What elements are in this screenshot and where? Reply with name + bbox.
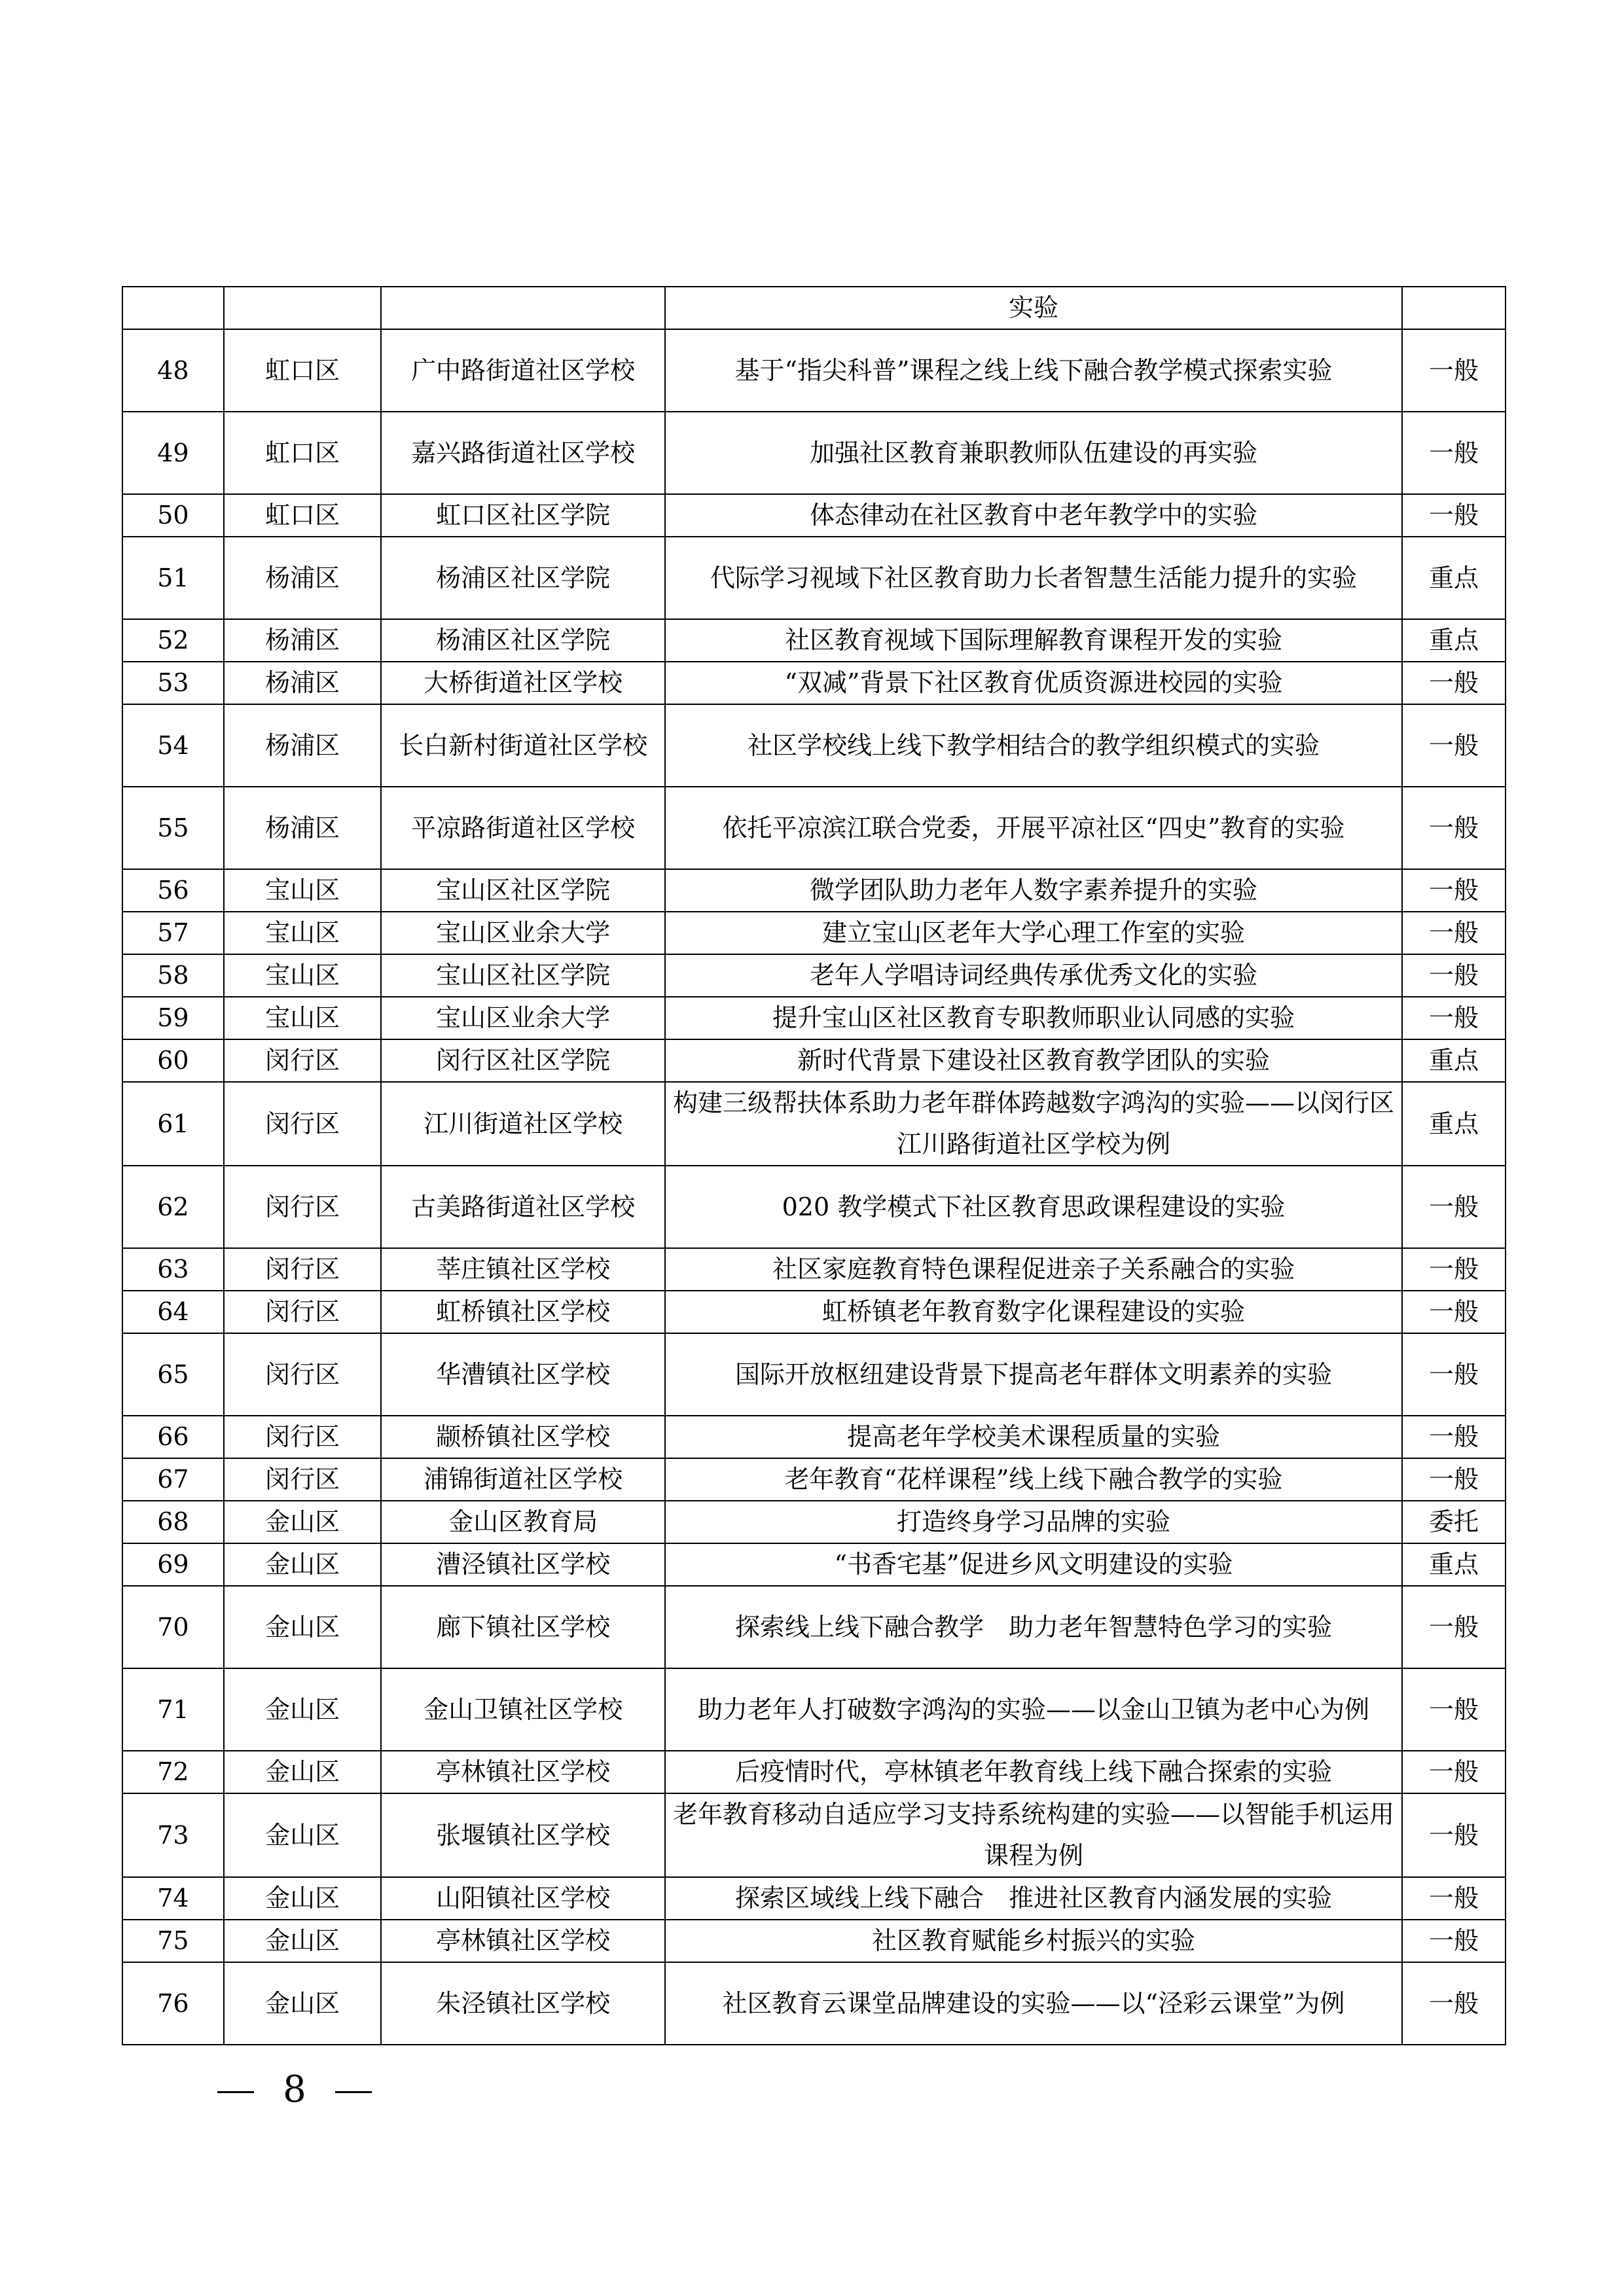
cell-title: 国际开放枢纽建设背景下提高老年群体文明素养的实验: [665, 1333, 1402, 1416]
cell-no: 55: [122, 787, 224, 869]
cell-district: 宝山区: [224, 869, 382, 912]
cell-district: 闵行区: [224, 1333, 382, 1416]
cell-title: 提高老年学校美术课程质量的实验: [665, 1416, 1402, 1458]
cell-no: 59: [122, 997, 224, 1039]
cell-no: 50: [122, 494, 224, 537]
cell-district: 金山区: [224, 1962, 382, 2045]
cell-district: 宝山区: [224, 912, 382, 954]
cell-title: 微学团队助力老年人数字素养提升的实验: [665, 869, 1402, 912]
cell-type: 一般: [1402, 1586, 1506, 1668]
cell-title: 老年教育“花样课程”线上线下融合教学的实验: [665, 1458, 1402, 1501]
cell-district: [224, 287, 382, 329]
cell-type: 一般: [1402, 704, 1506, 787]
cell-type: 委托: [1402, 1501, 1506, 1543]
project-table: [122, 286, 1506, 2045]
cell-title: 社区教育赋能乡村振兴的实验: [665, 1920, 1402, 1962]
cell-title: 探索线上线下融合教学 助力老年智慧特色学习的实验: [665, 1586, 1402, 1668]
right-dash: [335, 2091, 372, 2093]
table-row: [122, 1082, 1506, 1166]
table-row: [122, 1877, 1506, 1920]
cell-no: 63: [122, 1248, 224, 1291]
cell-unit: 江川街道社区学校: [381, 1082, 665, 1166]
cell-unit: 嘉兴路街道社区学校: [381, 412, 665, 494]
cell-unit: 宝山区社区学院: [381, 954, 665, 997]
cell-unit: 漕泾镇社区学校: [381, 1543, 665, 1586]
table-row: [122, 954, 1506, 997]
cell-title: 社区教育视域下国际理解教育课程开发的实验: [665, 619, 1402, 662]
table-row: [122, 1416, 1506, 1458]
cell-district: 闵行区: [224, 1166, 382, 1248]
table-row: [122, 1793, 1506, 1877]
cell-unit: 虹口区社区学院: [381, 494, 665, 537]
left-dash: [217, 2091, 254, 2093]
cell-unit: 大桥街道社区学校: [381, 662, 665, 704]
table-row: [122, 1543, 1506, 1586]
cell-title: 加强社区教育兼职教师队伍建设的再实验: [665, 412, 1402, 494]
cell-unit: 华漕镇社区学校: [381, 1333, 665, 1416]
table-row: [122, 537, 1506, 619]
cell-district: 闵行区: [224, 1416, 382, 1458]
cell-district: 闵行区: [224, 1082, 382, 1166]
cell-unit: 莘庄镇社区学校: [381, 1248, 665, 1291]
cell-district: 虹口区: [224, 329, 382, 412]
cell-type: 一般: [1402, 1793, 1506, 1877]
table-row: [122, 287, 1506, 329]
table-row: [122, 619, 1506, 662]
cell-unit: 宝山区社区学院: [381, 869, 665, 912]
cell-type: 重点: [1402, 537, 1506, 619]
cell-type: 一般: [1402, 1248, 1506, 1291]
cell-district: 金山区: [224, 1543, 382, 1586]
cell-unit: 闵行区社区学院: [381, 1039, 665, 1082]
cell-unit: 宝山区业余大学: [381, 912, 665, 954]
cell-no: 62: [122, 1166, 224, 1248]
cell-title: 依托平凉滨江联合党委，开展平凉社区“四史”教育的实验: [665, 787, 1402, 869]
cell-title: 社区家庭教育特色课程促进亲子关系融合的实验: [665, 1248, 1402, 1291]
cell-type: 重点: [1402, 1082, 1506, 1166]
cell-type: 一般: [1402, 787, 1506, 869]
table-row: [122, 662, 1506, 704]
cell-title: 后疫情时代，亭林镇老年教育线上线下融合探索的实验: [665, 1751, 1402, 1793]
cell-type: 一般: [1402, 1416, 1506, 1458]
cell-no: 52: [122, 619, 224, 662]
cell-title: 基于“指尖科普”课程之线上线下融合教学模式探索实验: [665, 329, 1402, 412]
cell-district: 杨浦区: [224, 619, 382, 662]
table-row: [122, 912, 1506, 954]
cell-type: 一般: [1402, 912, 1506, 954]
cell-no: 49: [122, 412, 224, 494]
cell-type: 一般: [1402, 954, 1506, 997]
cell-unit: 长白新村街道社区学校: [381, 704, 665, 787]
cell-district: 金山区: [224, 1793, 382, 1877]
page-number: [0, 2068, 589, 2111]
cell-no: 73: [122, 1793, 224, 1877]
cell-district: 金山区: [224, 1877, 382, 1920]
cell-title: “书香宅基”促进乡风文明建设的实验: [665, 1543, 1402, 1586]
cell-no: 74: [122, 1877, 224, 1920]
cell-type: 重点: [1402, 1543, 1506, 1586]
cell-district: 金山区: [224, 1920, 382, 1962]
cell-unit: 杨浦区社区学院: [381, 619, 665, 662]
table-row: [122, 1333, 1506, 1416]
cell-title: 老年教育移动自适应学习支持系统构建的实验——以智能手机运用课程为例: [665, 1793, 1402, 1877]
table-row: [122, 1920, 1506, 1962]
cell-title: 新时代背景下建设社区教育教学团队的实验: [665, 1039, 1402, 1082]
cell-type: 一般: [1402, 869, 1506, 912]
cell-district: 闵行区: [224, 1248, 382, 1291]
cell-unit: 宝山区业余大学: [381, 997, 665, 1039]
table-row: [122, 1668, 1506, 1751]
cell-unit: 张堰镇社区学校: [381, 1793, 665, 1877]
cell-type: 一般: [1402, 1920, 1506, 1962]
cell-type: 一般: [1402, 1751, 1506, 1793]
cell-district: 杨浦区: [224, 704, 382, 787]
cell-no: 53: [122, 662, 224, 704]
cell-district: 杨浦区: [224, 662, 382, 704]
cell-district: 金山区: [224, 1586, 382, 1668]
cell-unit: 廊下镇社区学校: [381, 1586, 665, 1668]
cell-district: 闵行区: [224, 1039, 382, 1082]
cell-no: 60: [122, 1039, 224, 1082]
cell-title: 020 教学模式下社区教育思政课程建设的实验: [665, 1166, 1402, 1248]
table-row: [122, 494, 1506, 537]
table-row: [122, 1458, 1506, 1501]
table-row: [122, 1039, 1506, 1082]
cell-title: 打造终身学习品牌的实验: [665, 1501, 1402, 1543]
cell-title: 构建三级帮扶体系助力老年群体跨越数字鸿沟的实验——以闵行区江川路街道社区学校为例: [665, 1082, 1402, 1166]
cell-unit: 亭林镇社区学校: [381, 1751, 665, 1793]
cell-district: 杨浦区: [224, 537, 382, 619]
table-row: [122, 1962, 1506, 2045]
cell-unit: 平凉路街道社区学校: [381, 787, 665, 869]
cell-district: 宝山区: [224, 954, 382, 997]
cell-title: 建立宝山区老年大学心理工作室的实验: [665, 912, 1402, 954]
cell-type: [1402, 287, 1506, 329]
cell-no: 48: [122, 329, 224, 412]
cell-no: 54: [122, 704, 224, 787]
cell-district: 宝山区: [224, 997, 382, 1039]
cell-no: 65: [122, 1333, 224, 1416]
cell-no: 69: [122, 1543, 224, 1586]
table-row: [122, 1501, 1506, 1543]
cell-type: 一般: [1402, 1333, 1506, 1416]
cell-no: 66: [122, 1416, 224, 1458]
cell-title: 代际学习视域下社区教育助力长者智慧生活能力提升的实验: [665, 537, 1402, 619]
cell-district: 闵行区: [224, 1291, 382, 1333]
cell-type: 一般: [1402, 412, 1506, 494]
table-row: [122, 1166, 1506, 1248]
table-row: [122, 412, 1506, 494]
cell-title: 探索区域线上线下融合 推进社区教育内涵发展的实验: [665, 1877, 1402, 1920]
cell-district: 虹口区: [224, 412, 382, 494]
table-row: [122, 1291, 1506, 1333]
table-row: [122, 787, 1506, 869]
cell-type: 一般: [1402, 1962, 1506, 2045]
cell-title: 体态律动在社区教育中老年教学中的实验: [665, 494, 1402, 537]
cell-unit: 金山区教育局: [381, 1501, 665, 1543]
cell-title: 社区学校线上线下教学相结合的教学组织模式的实验: [665, 704, 1402, 787]
cell-title: 老年人学唱诗词经典传承优秀文化的实验: [665, 954, 1402, 997]
cell-type: 一般: [1402, 494, 1506, 537]
cell-district: 闵行区: [224, 1458, 382, 1501]
table-row: [122, 1586, 1506, 1668]
cell-no: 76: [122, 1962, 224, 2045]
cell-type: 一般: [1402, 1291, 1506, 1333]
cell-type: 一般: [1402, 662, 1506, 704]
table-row: [122, 329, 1506, 412]
table-row: [122, 704, 1506, 787]
cell-type: 一般: [1402, 1458, 1506, 1501]
cell-no: 58: [122, 954, 224, 997]
cell-unit: [381, 287, 665, 329]
cell-type: 一般: [1402, 329, 1506, 412]
cell-type: 重点: [1402, 1039, 1506, 1082]
cell-unit: 古美路街道社区学校: [381, 1166, 665, 1248]
table-row: [122, 1248, 1506, 1291]
cell-no: 61: [122, 1082, 224, 1166]
cell-type: 重点: [1402, 619, 1506, 662]
cell-no: 64: [122, 1291, 224, 1333]
cell-title: “双减”背景下社区教育优质资源进校园的实验: [665, 662, 1402, 704]
cell-district: 金山区: [224, 1501, 382, 1543]
cell-no: [122, 287, 224, 329]
cell-title: 提升宝山区社区教育专职教师职业认同感的实验: [665, 997, 1402, 1039]
cell-title: 助力老年人打破数字鸿沟的实验——以金山卫镇为老中心为例: [665, 1668, 1402, 1751]
cell-district: 杨浦区: [224, 787, 382, 869]
cell-district: 金山区: [224, 1668, 382, 1751]
table-body: [122, 287, 1506, 2045]
cell-no: 67: [122, 1458, 224, 1501]
cell-unit: 亭林镇社区学校: [381, 1920, 665, 1962]
cell-type: 一般: [1402, 1668, 1506, 1751]
cell-title: 虹桥镇老年教育数字化课程建设的实验: [665, 1291, 1402, 1333]
cell-no: 68: [122, 1501, 224, 1543]
table-row: [122, 869, 1506, 912]
cell-no: 57: [122, 912, 224, 954]
cell-no: 70: [122, 1586, 224, 1668]
cell-district: 金山区: [224, 1751, 382, 1793]
cell-unit: 杨浦区社区学院: [381, 537, 665, 619]
cell-unit: 虹桥镇社区学校: [381, 1291, 665, 1333]
cell-no: 75: [122, 1920, 224, 1962]
cell-type: 一般: [1402, 1166, 1506, 1248]
cell-unit: 广中路街道社区学校: [381, 329, 665, 412]
cell-unit: 颛桥镇社区学校: [381, 1416, 665, 1458]
cell-title: 社区教育云课堂品牌建设的实验——以“泾彩云课堂”为例: [665, 1962, 1402, 2045]
cell-no: 71: [122, 1668, 224, 1751]
cell-no: 72: [122, 1751, 224, 1793]
table-row: [122, 1751, 1506, 1793]
cell-district: 虹口区: [224, 494, 382, 537]
cell-unit: 山阳镇社区学校: [381, 1877, 665, 1920]
cell-unit: 金山卫镇社区学校: [381, 1668, 665, 1751]
page-number-value: 8: [283, 2068, 306, 2111]
cell-no: 51: [122, 537, 224, 619]
cell-title: 实验: [665, 287, 1402, 329]
cell-type: 一般: [1402, 997, 1506, 1039]
table-row: [122, 997, 1506, 1039]
cell-no: 56: [122, 869, 224, 912]
cell-unit: 朱泾镇社区学校: [381, 1962, 665, 2045]
cell-unit: 浦锦街道社区学校: [381, 1458, 665, 1501]
cell-type: 一般: [1402, 1877, 1506, 1920]
